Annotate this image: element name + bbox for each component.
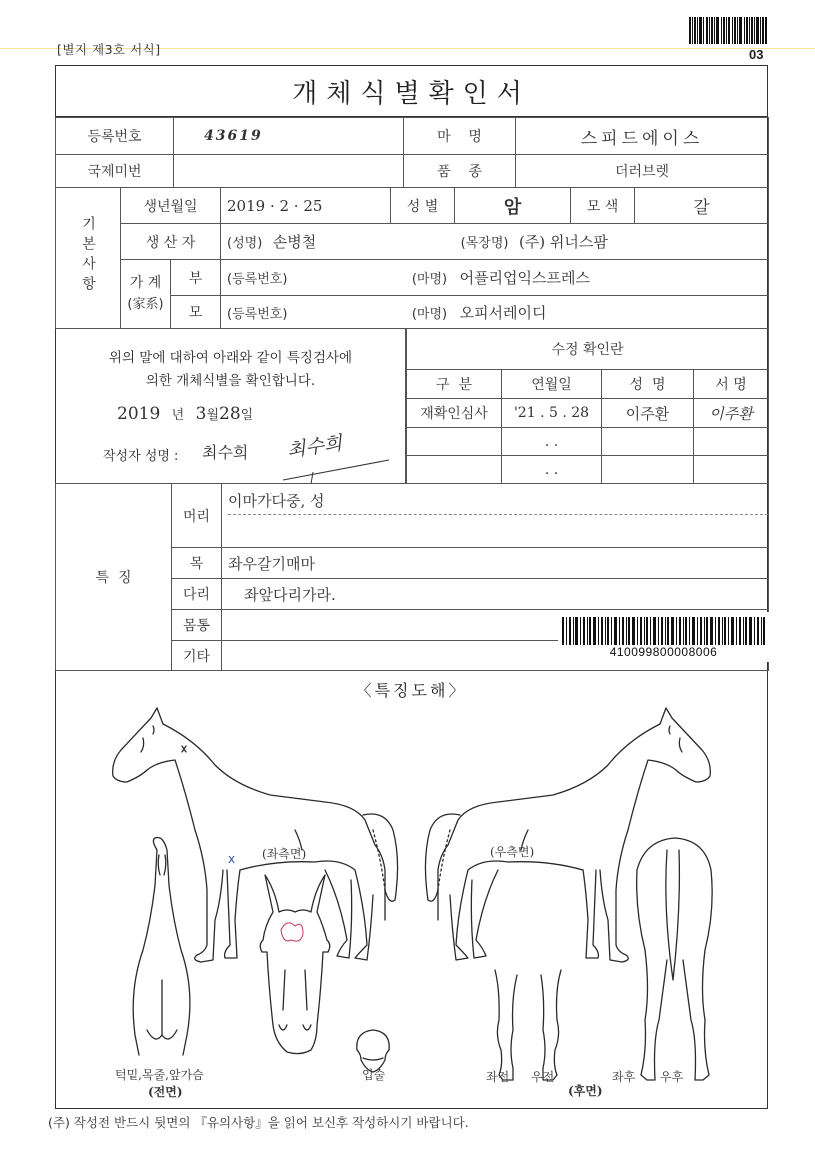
footer-note: (주) 작성전 반드시 뒷면의 『유의사항』을 읽어 보신후 작성하시기 바랍니다. <box>48 1115 469 1130</box>
features-section-label: 특 징 <box>56 484 172 671</box>
caption-front-parts: 턱밑,목줄,앞가슴 <box>115 1068 204 1082</box>
revision-signature <box>694 456 769 484</box>
dam-label: 모 <box>171 296 221 329</box>
front-view-icon <box>133 838 190 1056</box>
revision-name <box>602 456 694 484</box>
revision-header-name: 성 명 <box>602 370 694 399</box>
head-front-view-icon <box>260 875 330 1054</box>
caption-left-hind: 좌후 <box>612 1070 636 1084</box>
farm-prefix: (목장명) <box>460 236 509 251</box>
revision-type: 재확인심사 <box>407 399 502 428</box>
revision-header-date: 연월일 <box>502 370 602 399</box>
rear-view-icon <box>637 838 712 1080</box>
basic-info-table <box>55 187 769 329</box>
dam-name-value: 오피서레이디 <box>459 303 547 322</box>
intl-no-value <box>174 155 404 188</box>
revision-type <box>407 428 502 456</box>
signature-stroke-icon <box>277 450 397 484</box>
dam-name-prefix: (마명) <box>411 306 448 322</box>
color-value: 갈 <box>635 188 769 224</box>
writer-name: 최수희 <box>202 443 249 462</box>
caption-right-hind: 우후 <box>660 1070 684 1084</box>
barcode-number: 410099800008006 <box>609 645 718 659</box>
dam-row <box>221 296 769 329</box>
horse-name-value: 스피드에이스 <box>516 118 769 155</box>
left-side-horse-icon <box>113 708 398 962</box>
writer-signature: 최수희 <box>285 432 344 462</box>
revision-name <box>602 428 694 456</box>
statement-line-2: 의한 개체식별을 확인합니다. <box>145 373 316 389</box>
breeder-name-prefix: (성명) <box>227 236 263 251</box>
caption-right-side: (우측면) <box>490 845 535 859</box>
caption-right-fore: 우전 <box>531 1070 555 1084</box>
sire-name-prefix: (마명) <box>411 272 448 287</box>
writer-label: 작성자 성명 : <box>103 449 179 464</box>
dob-label: 생년월일 <box>121 188 221 224</box>
revision-date: '21 . 5 . 28 <box>502 399 602 428</box>
caption-left-side: (좌측면) <box>262 847 307 861</box>
revision-row <box>407 456 769 484</box>
sire-label: 부 <box>171 260 221 296</box>
dob-value: 2019 · 2 · 25 <box>221 188 391 224</box>
confirmation-block <box>55 328 406 483</box>
revision-title: 수정 확인란 <box>407 329 769 370</box>
top-barcode-icon <box>689 17 767 44</box>
revision-signature: 이주환 <box>694 399 769 428</box>
feature-label-neck: 목 <box>172 548 222 579</box>
revision-header-signature: 서 명 <box>694 370 769 399</box>
page-number: 03 <box>749 47 764 62</box>
identity-table <box>55 117 769 188</box>
revision-row <box>407 428 769 456</box>
breeder-name-value: 손병철 <box>272 233 317 251</box>
horse-diagram <box>55 690 768 1105</box>
revision-signature <box>694 428 769 456</box>
sex-value: 암 <box>455 188 571 224</box>
revision-type <box>407 456 502 484</box>
feature-label-legs: 다리 <box>172 579 222 610</box>
revision-date: . . <box>502 428 602 456</box>
revision-date: . . <box>502 456 602 484</box>
feature-value-head: 이마가다중, 성 <box>222 484 769 548</box>
breed-value: 더러브렛 <box>516 155 769 188</box>
breed-label: 품 종 <box>404 155 516 188</box>
sex-label: 성 별 <box>391 188 455 224</box>
fore-legs-icon <box>495 970 561 1080</box>
revision-table <box>406 328 769 484</box>
feature-value-legs: 좌앞다리가라. <box>222 579 769 610</box>
pedigree-label: 가 계 (家系) <box>121 260 171 329</box>
barcode-icon <box>562 617 765 645</box>
color-label: 모 색 <box>571 188 635 224</box>
reg-no-value: 43619 <box>174 118 404 155</box>
farm-value: (주) 위너스팜 <box>518 233 608 251</box>
feature-label-head: 머리 <box>172 484 222 548</box>
sire-name-value: 어플리업익스프레스 <box>459 269 590 287</box>
statement-line-1: 위의 말에 대하여 아래와 같이 특징검사에 <box>108 350 353 366</box>
caption-front-view: (전면) <box>148 1085 183 1099</box>
revision-row <box>407 399 769 428</box>
sire-reg-prefix: (등록번호) <box>227 272 288 287</box>
reg-no-label: 등록번호 <box>56 118 174 155</box>
red-blaze-mark-icon <box>281 923 303 941</box>
basic-section-label: 기본사항 <box>56 188 121 329</box>
caption-left-fore: 좌전 <box>486 1070 510 1084</box>
horse-name-label: 마 명 <box>404 118 516 155</box>
intl-no-label: 국제미번 <box>56 155 174 188</box>
revision-header-type: 구 분 <box>407 370 502 399</box>
blue-x-mark-icon: x <box>228 852 236 866</box>
sire-row <box>221 260 769 296</box>
dam-reg-prefix: (등록번호) <box>227 306 288 322</box>
feature-label-other: 기타 <box>172 641 222 671</box>
revision-name: 이주환 <box>602 399 694 428</box>
diagram-title: 〈특징도해〉 <box>355 681 468 700</box>
document-title: 개체식별확인서 <box>55 66 768 117</box>
confirmation-date: 2019 년 3월28일 <box>117 404 254 424</box>
caption-rear-view: (후면) <box>568 1084 603 1098</box>
caption-lips: 입술 <box>362 1068 386 1082</box>
feature-value-neck: 좌우갈기매마 <box>222 548 769 579</box>
breeder-row <box>221 224 769 260</box>
form-number: [별지 제3호 서식] <box>57 42 161 57</box>
breeder-label: 생 산 자 <box>121 224 221 260</box>
feature-label-body: 몸통 <box>172 610 222 641</box>
